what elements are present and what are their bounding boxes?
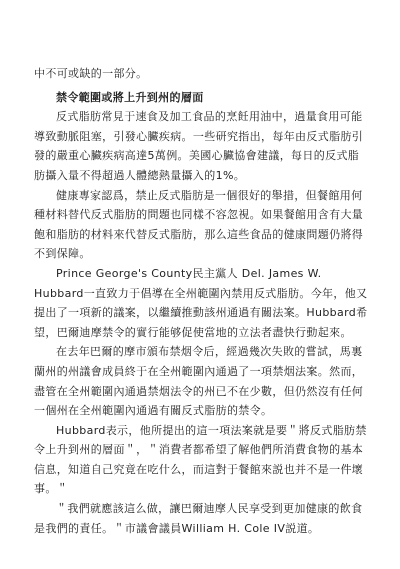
paragraph-hubbard-quote: Hubbard表示，他所提出的這一項法案就是要＂將反式脂肪禁令上升到州的層面＂，＂消費者都希望了解他們所消費食物的基本信息，知道自己究竟在吃什么，而這對于餐館來説也并不是一件壞事。＂: [34, 423, 367, 496]
section-heading: 禁令範圍或將上升到州的層面: [56, 90, 204, 104]
paragraph-health-experts: 健康專家認爲，禁止反式脂肪是一個很好的舉措，但餐館用何種材料替代反式脂肪的問題也同樣不容忽視。如果餐館用含有大量飽和脂肪的材料來代替反式脂肪，那么這些食品的健康問題仍將得不到保障。: [34, 188, 364, 261]
paragraph-cole-quote: ＂我們就應該這么做，讓巴爾迪摩人民享受到更加健康的飲食是我們的責任。＂市議會議員William H. Cole IV説道。: [34, 502, 363, 535]
paragraph-hubbard-bill: Prince George's County民主黨人 Del. James W. Hubbard一直致力于倡導在全州範圍內禁用反式脂肪。今年，他又提出了一項新的議案，以繼續推動該州通過有關法案。Hubbard希望，巴爾迪摩禁令的實行能够促使當地的立法者盡快行動起來。: [34, 266, 368, 339]
document-page: [34, 64, 368, 538]
paragraph-trans-fat-risk: 反式脂肪常見于速食及加工食品的烹飪用油中，過量食用可能導致動脈阻塞，引發心臟疾病。一些研究指出，每年由反式脂肪引發的嚴重心臟疾病高達5萬例。美國心臟協會建議，每日的反式脂肪攝入量不得超過人體總熱量攝入的1%。: [34, 110, 364, 182]
paragraph-smoking-ban: 在去年巴爾的摩市頒布禁烟令后，經過幾次失敗的嘗試，馬裏蘭州的州議會成員終于在全州範圍內通過了一項禁烟法案。然而，盡管在全州範圍內通過禁烟法令的州已不在少數，但仍然沒有任何一個州在全州範圍內通過有關反式脂肪的禁令。: [34, 345, 364, 418]
paragraph-continuation: 中不可或缺的一部分。: [34, 67, 148, 80]
